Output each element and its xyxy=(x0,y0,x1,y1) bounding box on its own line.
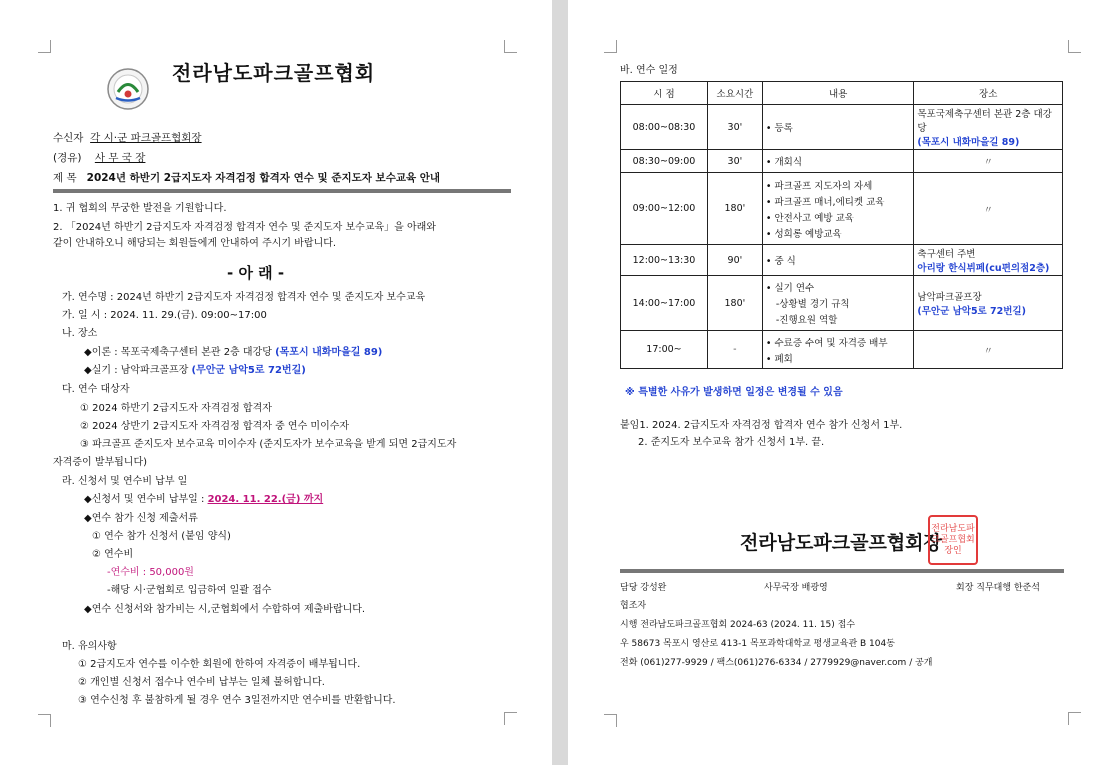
place-name: 축구센터 주변 xyxy=(917,249,976,260)
row-duration: 30' xyxy=(707,150,762,173)
place-practice: ◆실기 : 남악파크골프장 xyxy=(84,365,189,376)
header-content: 내용 xyxy=(762,82,914,105)
place-address: 아리랑 한식뷔페(cu편의점2층) xyxy=(917,263,1050,274)
doc-1: ① 연수 참가 신청서 (붙임 양식) xyxy=(92,531,231,542)
crop-mark xyxy=(604,40,617,53)
row-duration: 90' xyxy=(707,245,762,276)
content-line: -상황별 경기 규칙 xyxy=(775,299,850,310)
row-duration: - xyxy=(707,331,762,369)
item-place-heading: 나. 장소 xyxy=(62,328,98,339)
table-row xyxy=(621,245,1063,276)
schedule-table xyxy=(620,81,1063,369)
crop-mark xyxy=(604,714,617,727)
doc-2: ② 연수비 xyxy=(92,549,134,560)
header-divider xyxy=(53,189,511,193)
attachment-1: 붙임1. 2024. 2급지도자 자격검정 합격자 연수 참가 신청서 1부. xyxy=(620,420,903,431)
target-3-line-1: ③ 파크골프 준지도자 보수교육 미이수자 (준지도자가 보수교육을 받게 되면 2급지도자 xyxy=(80,439,457,450)
table-row xyxy=(621,173,1063,245)
item-date: 가. 일 시 : 2024. 11. 29.(금). 09:00~17:00 xyxy=(62,310,267,321)
row-content xyxy=(762,245,914,276)
row-content xyxy=(762,150,914,173)
fee-note: -해당 시·군협회로 입금하여 일괄 접수 xyxy=(107,585,272,596)
content-line: • 실기 연수 xyxy=(765,283,815,294)
content-line: -진행요원 역할 xyxy=(775,315,838,326)
subject-line xyxy=(53,170,440,185)
place-theory-address: (목포시 내화마을길 89) xyxy=(275,347,383,358)
row-content xyxy=(762,276,914,331)
crop-mark xyxy=(504,712,517,725)
note-2: ② 개인별 신청서 접수나 연수비 납부는 일체 불허합니다. xyxy=(78,677,325,688)
contact-info: 전화 (061)277-9929 / 팩스(061)276-6334 / 2779929@naver.com / 공개 xyxy=(620,658,933,668)
header-duration: 소요시간 xyxy=(707,82,762,105)
place-name: 목포국제축구센터 본관 2층 대강당 xyxy=(917,109,1052,134)
item-notes-heading: 마. 유의사항 xyxy=(62,641,117,652)
row-time: 09:00~12:00 xyxy=(621,173,708,245)
note-3: ③ 연수신청 후 불참하게 될 경우 연수 3일전까지만 연수비를 반환합니다. xyxy=(78,695,396,706)
staff-president: 회장 직무대행 한준석 xyxy=(956,583,1040,593)
table-row xyxy=(621,276,1063,331)
content-line: • 파크골프 지도자의 자세 xyxy=(765,180,873,192)
item-name: 가. 연수명 : 2024년 하반기 2급지도자 자격검정 합격자 연수 및 준지도자 보수교육 xyxy=(62,292,426,303)
paragraph-2-line-1: 2. 「2024년 하반기 2급지도자 자격검정 합격자 연수 및 준지도자 보수교육」을 아래와 xyxy=(53,222,436,233)
target-2: ② 2024 상반기 2급지도자 자격검정 합격자 중 연수 미이수자 xyxy=(80,421,350,432)
content-line: • 개회식 xyxy=(765,157,802,168)
crop-mark xyxy=(38,40,51,53)
fee-amount: -연수비 : 50,000원 xyxy=(107,567,194,578)
subject-value: 2024년 하반기 2급지도자 자격검정 합격자 연수 및 준지도자 보수교육 안내 xyxy=(86,172,441,184)
row-duration: 180' xyxy=(707,276,762,331)
subject-label: 제 목 xyxy=(53,172,77,184)
paragraph-2-line-2: 같이 안내하오니 해당되는 회원들에게 안내하여 주시기 바랍니다. xyxy=(53,238,337,249)
association-logo-icon xyxy=(106,67,150,111)
table-header-row xyxy=(621,82,1063,105)
enforcement-number: 시행 전라남도파크골프협회 2024-63 (2024. 11. 15) 접수 xyxy=(620,620,856,630)
table-row xyxy=(621,150,1063,173)
deadline-line xyxy=(84,490,323,505)
below-heading: - 아 래 - xyxy=(227,264,285,282)
schedule-heading: 바. 연수 일정 xyxy=(620,65,678,76)
row-place: 〃 xyxy=(914,173,1063,245)
recipient-label: 수신자 xyxy=(53,132,84,144)
row-duration: 180' xyxy=(707,173,762,245)
header-time: 시 점 xyxy=(621,82,708,105)
row-place xyxy=(914,276,1063,331)
row-content xyxy=(762,173,914,245)
signature: 전라남도파크골프협회장 xyxy=(740,532,942,554)
content-line: • 성희롱 예방교육 xyxy=(765,228,842,240)
place-practice-line xyxy=(84,361,306,376)
org-title: 전라남도파크골프협회 xyxy=(172,61,376,85)
item-target-heading: 다. 연수 대상자 xyxy=(62,384,130,395)
crop-mark xyxy=(38,714,51,727)
submit-note: ◆연수 신청서와 참가비는 시,군협회에서 수합하여 제출바랍니다. xyxy=(84,604,366,615)
content-line: • 중 식 xyxy=(765,256,796,267)
deadline-value: 2024. 11. 22.(금) 까지 xyxy=(207,494,324,505)
crop-mark xyxy=(1068,40,1081,53)
document-page-1 xyxy=(0,0,552,765)
content-line: • 파크골프 매너,에티켓 교육 xyxy=(765,196,885,208)
address: 우 58673 목포시 영산로 413-1 목포과학대학교 평생교육관 B 104동 xyxy=(620,639,895,649)
row-content xyxy=(762,105,914,150)
staff-charge: 담당 강성완 xyxy=(620,583,667,593)
place-theory-line xyxy=(84,343,382,358)
row-time: 12:00~13:30 xyxy=(621,245,708,276)
row-content xyxy=(762,331,914,369)
place-address: (무안군 남악5로 72번길) xyxy=(917,306,1026,317)
cooperator: 협조자 xyxy=(620,601,647,611)
via-label: (경유) xyxy=(53,152,82,164)
row-place xyxy=(914,105,1063,150)
deadline-label: ◆신청서 및 연수비 납부일 : xyxy=(84,494,205,505)
via-value: 사 무 국 장 xyxy=(94,152,146,164)
header-place: 장소 xyxy=(914,82,1063,105)
paragraph-1: 1. 귀 협회의 무궁한 발전을 기원합니다. xyxy=(53,203,227,214)
recipient-value: 각 시·군 파크골프협회장 xyxy=(90,132,202,144)
table-row xyxy=(621,105,1063,150)
place-theory: ◆이론 : 목포국제축구센터 본관 2층 대강당 xyxy=(84,347,272,358)
note-1: ① 2급지도자 연수를 이수한 회원에 한하여 자격증이 배부됩니다. xyxy=(78,659,361,670)
content-line: • 수료증 수여 및 자격증 배부 xyxy=(765,337,888,349)
place-address: (목포시 내화마을길 89) xyxy=(917,137,1020,148)
place-practice-address: (무안군 남악5로 72번길) xyxy=(191,365,306,376)
footer-divider xyxy=(620,569,1064,573)
row-place xyxy=(914,245,1063,276)
row-time: 08:30~09:00 xyxy=(621,150,708,173)
content-line: • 안전사고 예방 교육 xyxy=(765,212,854,224)
document-page-2 xyxy=(568,0,1115,765)
row-time: 17:00~ xyxy=(621,331,708,369)
row-place: 〃 xyxy=(914,331,1063,369)
crop-mark xyxy=(504,40,517,53)
docs-heading: ◆연수 참가 신청 제출서류 xyxy=(84,513,198,524)
content-line: • 폐회 xyxy=(765,353,793,365)
seal-text: 전라남도파크골프협회장인 xyxy=(931,523,975,556)
table-row xyxy=(621,331,1063,369)
row-duration: 30' xyxy=(707,105,762,150)
target-1: ① 2024 하반기 2급지도자 자격검정 합격자 xyxy=(80,403,272,414)
recipient-line xyxy=(53,130,202,145)
item-application-heading: 라. 신청서 및 연수비 납부 일 xyxy=(62,476,188,487)
attachment-2: 2. 준지도자 보수교육 참가 신청서 1부. 끝. xyxy=(638,437,825,448)
row-time: 08:00~08:30 xyxy=(621,105,708,150)
via-line xyxy=(53,150,145,165)
row-place: 〃 xyxy=(914,150,1063,173)
schedule-notice: ※ 특별한 사유가 발생하면 일정은 변경될 수 있음 xyxy=(625,387,843,398)
row-time: 14:00~17:00 xyxy=(621,276,708,331)
content-line: • 등록 xyxy=(765,123,793,134)
place-name: 남악파크골프장 xyxy=(917,292,982,303)
target-3-line-2: 자격증이 발부됩니다) xyxy=(53,457,148,468)
crop-mark xyxy=(1068,712,1081,725)
staff-secretary: 사무국장 배광영 xyxy=(764,583,828,593)
official-seal xyxy=(928,515,978,565)
